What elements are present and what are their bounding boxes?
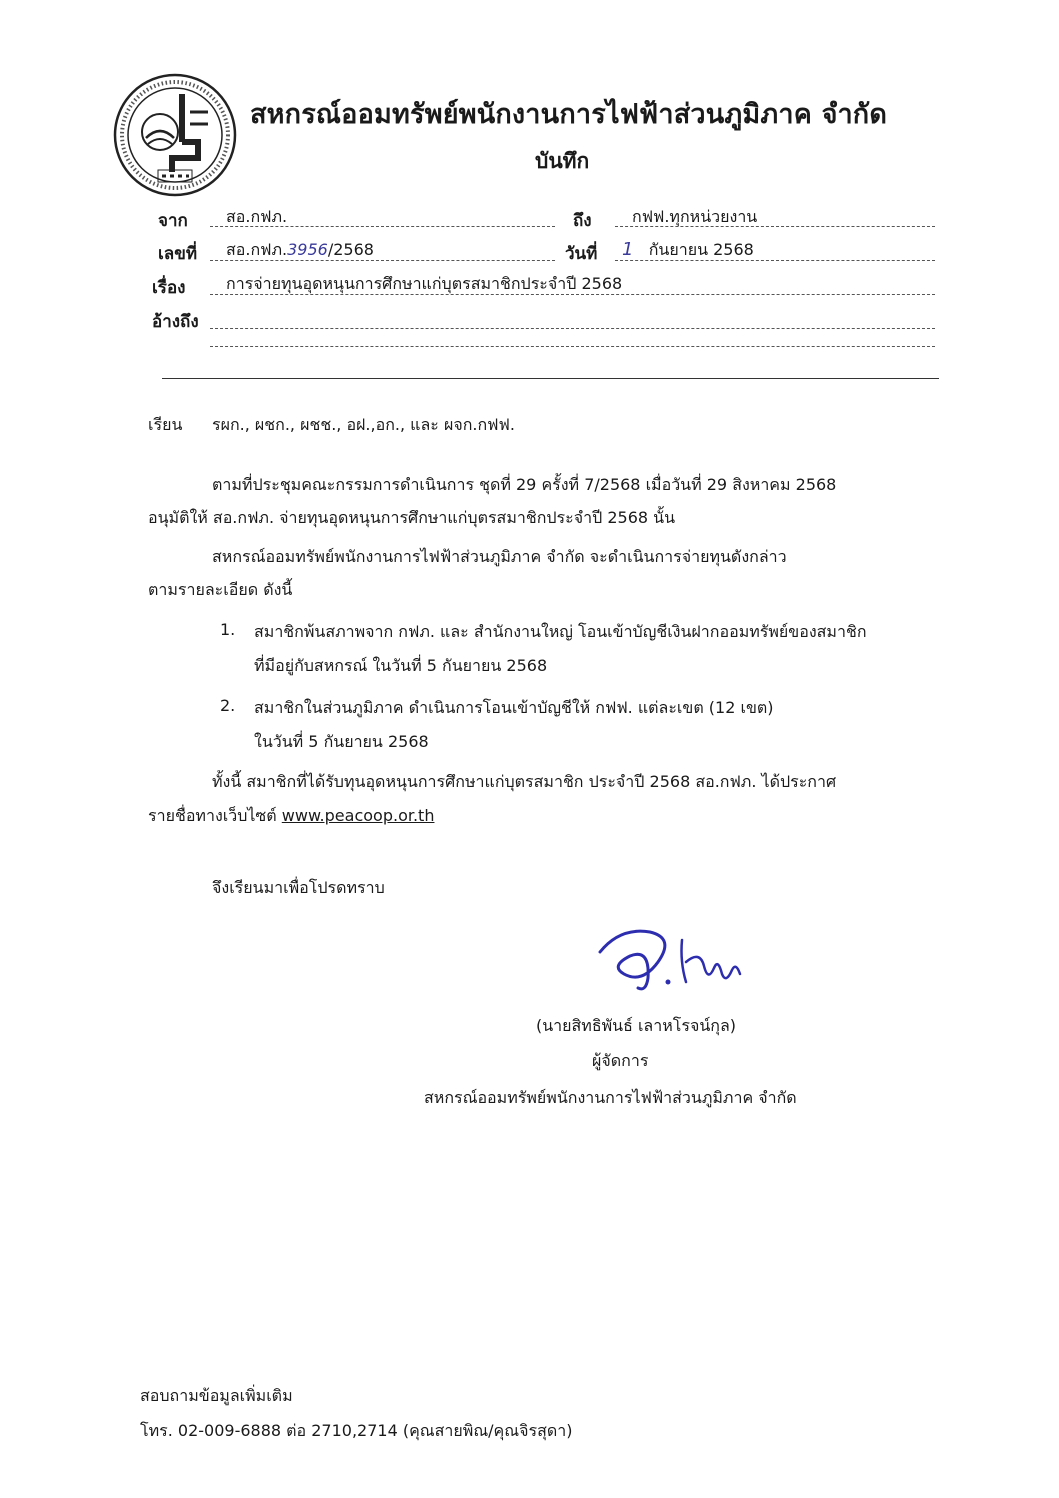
date-handwritten: 1 [622, 239, 634, 260]
item-1-line-2: ที่มีอยู่กับสหกรณ์ ในวันที่ 5 กันยายน 2568 [254, 656, 548, 675]
ref-no-value [226, 238, 374, 263]
paragraph-3-text: รายชื่อทางเว็บไซต์ [148, 806, 282, 825]
item-2-line-1: สมาชิกในส่วนภูมิภาค ดำเนินการโอนเข้าบัญชีให้ กฟฟ. แต่ละเขต (12 เขต) [254, 698, 774, 717]
subject-value: การจ่ายทุนอุดหนุนการศึกษาแก่บุตรสมาชิกประจำปี 2568 [226, 274, 623, 293]
handwritten-signature [580, 922, 770, 1004]
from-value: สอ.กฟภ. [226, 207, 288, 226]
ref-no-suffix: /2568 [327, 240, 374, 259]
ref-no-handwritten: 3956 [287, 240, 328, 259]
item-2-number: 2. [220, 696, 236, 715]
website-link[interactable]: www.peacoop.or.th [281, 806, 435, 825]
cooperative-seal-logo [112, 72, 238, 198]
item-1-number: 1. [220, 620, 236, 639]
signatory-position: ผู้จัดการ [592, 1051, 649, 1070]
paragraph-3-line-2 [148, 804, 434, 829]
reference-dotted-line-1 [210, 328, 935, 329]
header-separator [162, 378, 939, 379]
salutation-label: เรียน [148, 415, 183, 434]
signatory-name: (นายสิทธิพันธ์ เลาหโรจน์กุล) [536, 1016, 736, 1035]
to-value: กฟฟ.ทุกหน่วยงาน [632, 207, 758, 226]
date-value [622, 238, 754, 263]
footer-phone: โทร. 02-009-6888 ต่อ 2710,2714 (คุณสายพิณ/คุณจิรสุดา) [140, 1421, 573, 1440]
reference-dotted-line-2 [210, 346, 935, 347]
paragraph-3-line-1: ทั้งนี้ สมาชิกที่ได้รับทุนอุดหนุนการศึกษาแก่บุตรสมาชิก ประจำปี 2568 สอ.กฟภ. ได้ประกาศ [212, 772, 837, 791]
date-rest: กันยายน 2568 [648, 240, 754, 259]
item-1-line-1: สมาชิกพ้นสภาพจาก กฟภ. และ สำนักงานใหญ่ โอนเข้าบัญชีเงินฝากออมทรัพย์ของสมาชิก [254, 622, 867, 641]
to-label: ถึง [573, 211, 592, 231]
organization-title: สหกรณ์ออมทรัพย์พนักงานการไฟฟ้าส่วนภูมิภาค จำกัด [250, 99, 888, 130]
closing-line: จึงเรียนมาเพื่อโปรดทราบ [212, 878, 385, 897]
paragraph-1-line-1: ตามที่ประชุมคณะกรรมการดำเนินการ ชุดที่ 29 ครั้งที่ 7/2568 เมื่อวันที่ 29 สิงหาคม 2568 [212, 475, 837, 494]
document-type: บันทึก [535, 149, 590, 173]
date-label: วันที่ [565, 244, 598, 264]
reference-label: อ้างถึง [152, 312, 199, 332]
ref-no-prefix: สอ.กฟภ. [226, 240, 288, 259]
subject-label: เรื่อง [152, 278, 186, 298]
footer-inquiry: สอบถามข้อมูลเพิ่มเติม [140, 1386, 293, 1405]
paragraph-2-line-2: ตามรายละเอียด ดังนี้ [148, 580, 293, 599]
salutation-value: รผก., ผชก., ผชช., อฝ.,อก., และ ผจก.กฟฟ. [212, 415, 515, 434]
item-2-line-2: ในวันที่ 5 กันยายน 2568 [254, 732, 429, 751]
paragraph-2-line-1: สหกรณ์ออมทรัพย์พนักงานการไฟฟ้าส่วนภูมิภาค จำกัด จะดำเนินการจ่ายทุนดังกล่าว [212, 547, 787, 566]
from-label: จาก [158, 211, 188, 231]
signatory-organization: สหกรณ์ออมทรัพย์พนักงานการไฟฟ้าส่วนภูมิภาค จำกัด [424, 1088, 797, 1107]
ref-no-label: เลขที่ [158, 244, 198, 264]
paragraph-1-line-2: อนุมัติให้ สอ.กฟภ. จ่ายทุนอุดหนุนการศึกษาแก่บุตรสมาชิกประจำปี 2568 นั้น [148, 508, 676, 527]
